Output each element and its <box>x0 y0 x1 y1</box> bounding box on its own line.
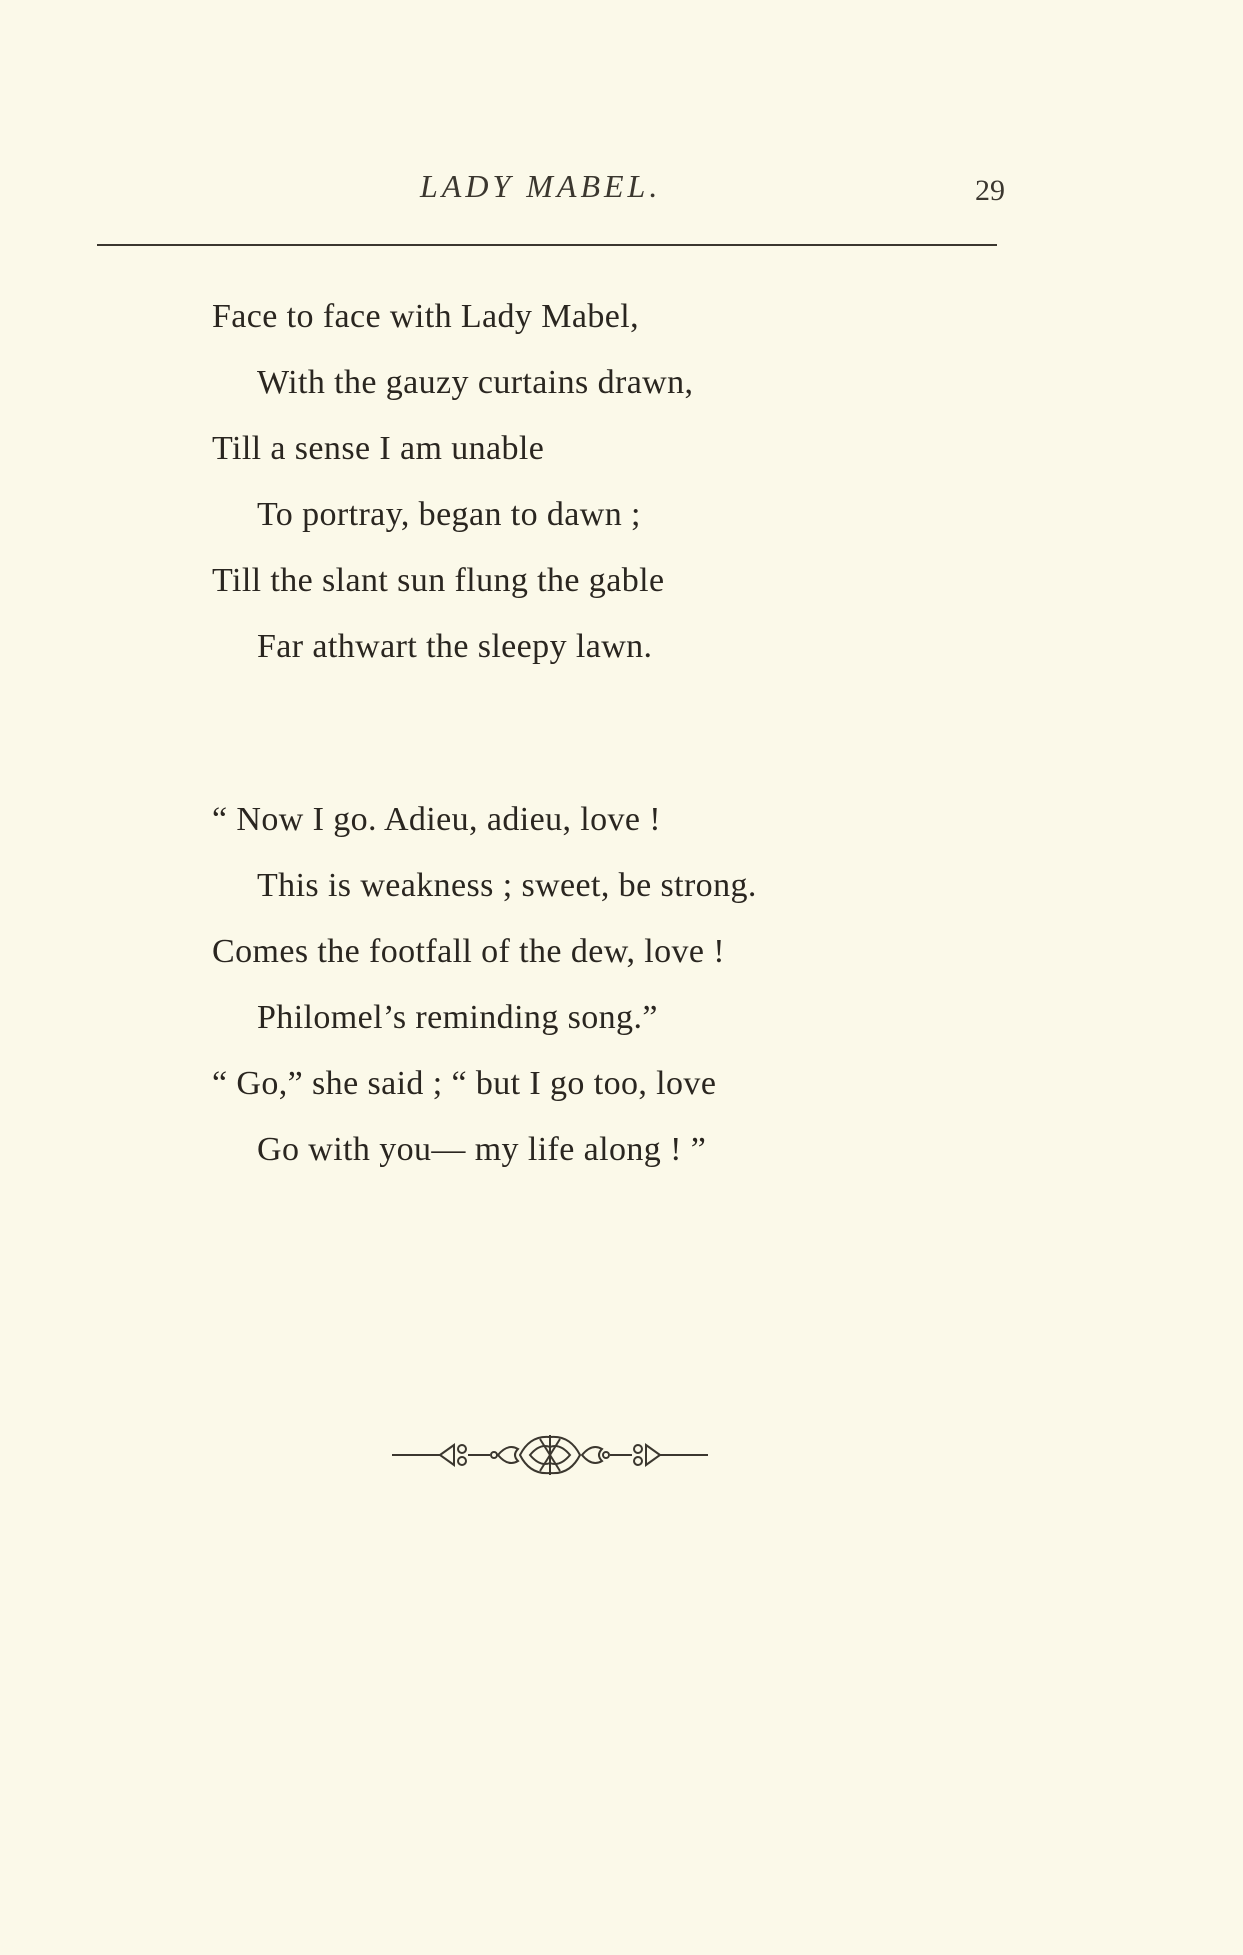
running-title: LADY MABEL. <box>420 168 662 204</box>
page-number: 29 <box>975 174 1005 207</box>
verse-line: Go with you— my life along ! ” <box>257 1131 707 1168</box>
verse-line: Till the slant sun flung the gable <box>212 562 665 599</box>
verse-line: Far athwart the sleepy lawn. <box>257 628 653 665</box>
stanza-2 <box>212 795 1112 1191</box>
running-head <box>0 160 1243 210</box>
verse-line: With the gauzy curtains drawn, <box>257 364 694 401</box>
verse-line: “ Go,” she said ; “ but I go too, love <box>212 1065 717 1102</box>
verse-line: This is weakness ; sweet, be strong. <box>257 867 757 904</box>
verse-line: Face to face with Lady Mabel, <box>212 298 639 335</box>
verse-line: “ Now I go. Adieu, adieu, love ! <box>212 801 662 838</box>
verse-line: To portray, began to dawn ; <box>257 496 641 533</box>
tailpiece-ornament-icon <box>390 1425 710 1485</box>
verse-line: Philomel’s reminding song.” <box>257 999 658 1036</box>
verse-line: Till a sense I am unable <box>212 430 545 467</box>
verse-line: Comes the footfall of the dew, love ! <box>212 933 726 970</box>
header-rule <box>97 244 997 246</box>
stanza-1 <box>212 292 1112 688</box>
